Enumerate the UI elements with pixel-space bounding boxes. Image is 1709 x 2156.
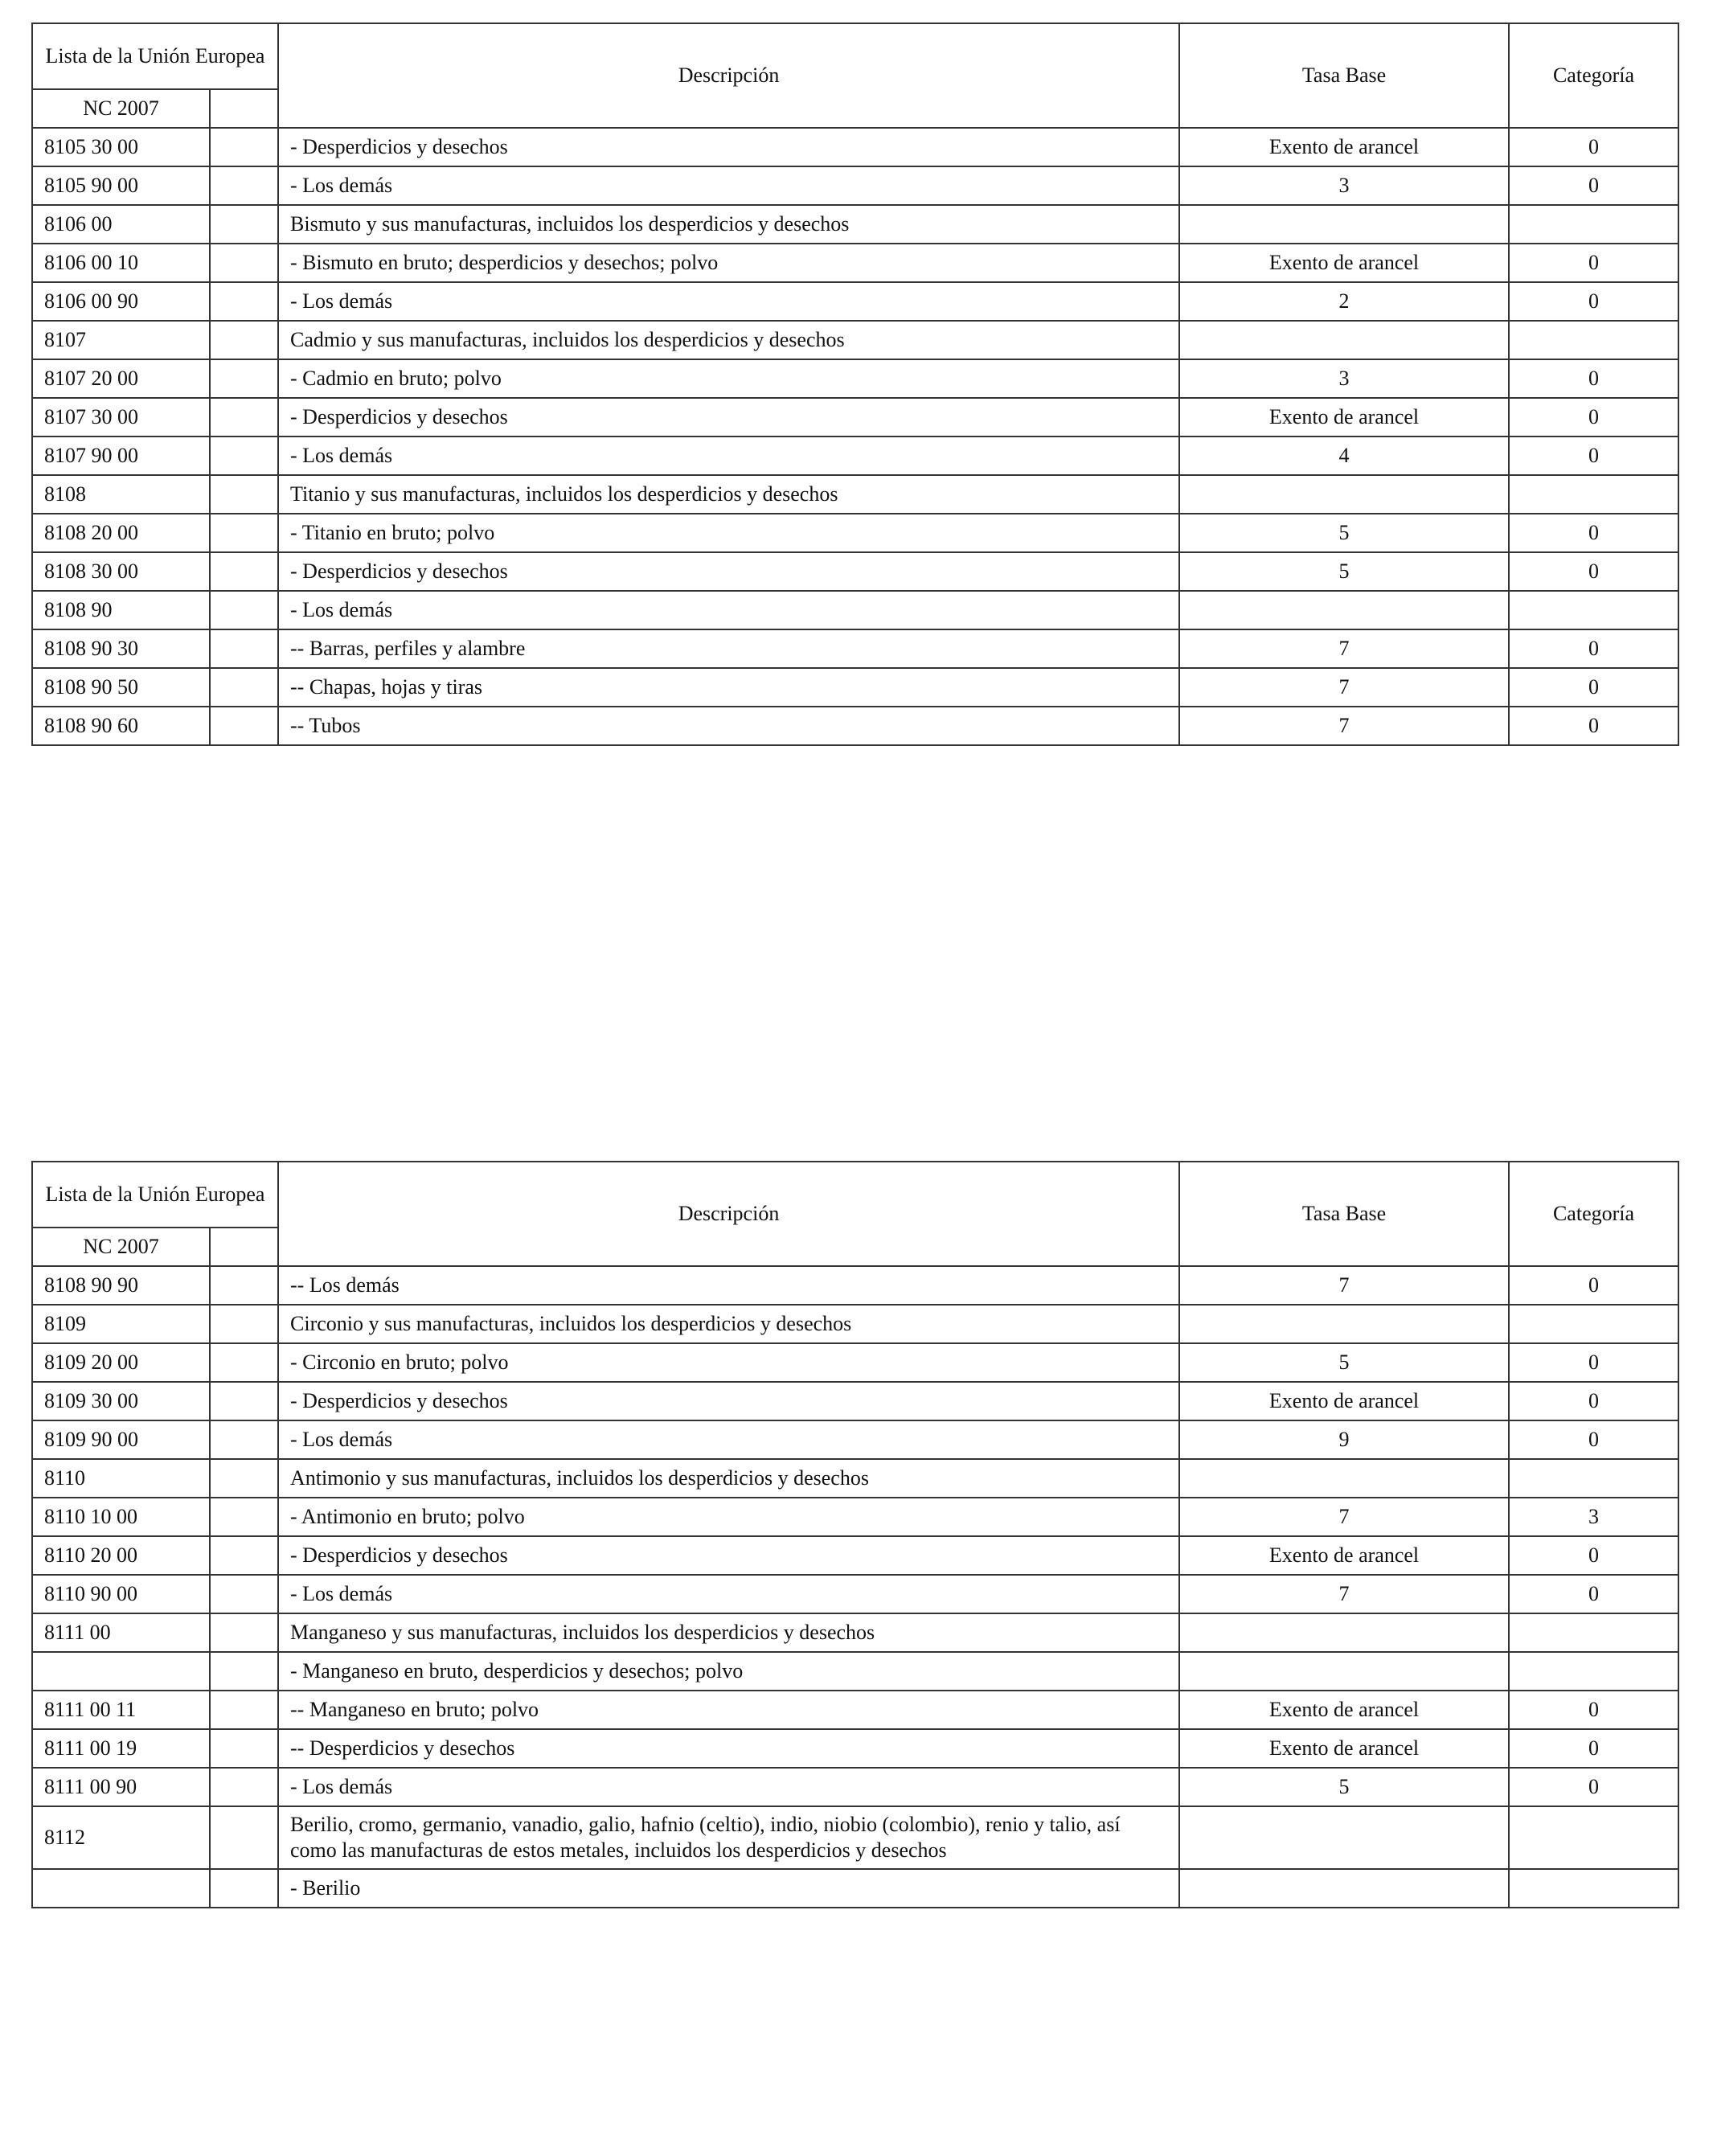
table-row [32,707,1678,745]
blank-cell [210,707,278,745]
base-rate-cell: 5 [1179,514,1509,552]
base-rate-cell: 5 [1179,552,1509,591]
base-rate-cell [1179,1652,1509,1691]
category-cell: 0 [1509,282,1678,321]
nc-code-cell: 8109 30 00 [32,1382,210,1420]
nc-code-cell: 8106 00 [32,205,210,244]
category-cell: 3 [1509,1498,1678,1536]
nc-code-cell: 8106 00 90 [32,282,210,321]
nc-code-cell: 8110 90 00 [32,1575,210,1613]
base-rate-cell: 2 [1179,282,1509,321]
nc-code-cell: 8111 00 19 [32,1729,210,1768]
blank-cell [210,282,278,321]
base-rate-cell: Exento de arancel [1179,1382,1509,1420]
category-cell [1509,1459,1678,1498]
category-cell [1509,1869,1678,1908]
header-category: Categoría [1509,1162,1678,1266]
nc-code-cell: 8105 90 00 [32,166,210,205]
blank-cell [210,668,278,707]
blank-cell [210,1768,278,1806]
base-rate-cell: Exento de arancel [1179,244,1509,282]
description-cell: Manganeso y sus manufacturas, incluidos los desperdicios y desechos [278,1613,1179,1652]
category-cell: 0 [1509,1729,1678,1768]
header-base-rate: Tasa Base [1179,1162,1509,1266]
blank-cell [210,1382,278,1420]
table-row [32,1613,1678,1652]
nc-code-cell: 8110 10 00 [32,1498,210,1536]
nc-code-cell: 8111 00 [32,1613,210,1652]
base-rate-cell [1179,205,1509,244]
category-cell: 0 [1509,1768,1678,1806]
blank-cell [210,1652,278,1691]
category-cell [1509,1652,1678,1691]
base-rate-cell: Exento de arancel [1179,398,1509,437]
description-cell: Berilio, cromo, germanio, vanadio, galio, hafnio (celtio), indio, niobio (colombio), renio y talio, así como las manufacturas de estos metales, incluidos los desperdicios y desechos [278,1806,1179,1869]
table-row [32,128,1678,166]
nc-code-cell: 8107 [32,321,210,359]
description-cell: - Bismuto en bruto; desperdicios y desechos; polvo [278,244,1179,282]
header-list-label: Lista de la Unión Europea [32,1162,278,1228]
table-row [32,1459,1678,1498]
description-cell: - Los demás [278,1575,1179,1613]
description-cell: -- Manganeso en bruto; polvo [278,1691,1179,1729]
category-cell: 0 [1509,437,1678,475]
nc-code-cell: 8111 00 90 [32,1768,210,1806]
blank-cell [210,629,278,668]
description-cell: - Circonio en bruto; polvo [278,1343,1179,1382]
category-cell: 0 [1509,1575,1678,1613]
header-description: Descripción [278,1162,1179,1266]
category-cell: 0 [1509,128,1678,166]
header-base-rate: Tasa Base [1179,23,1509,128]
table-body [32,1266,1678,1908]
table-row [32,437,1678,475]
nc-code-cell: 8109 20 00 [32,1343,210,1382]
tariff-table-2 [31,1161,1679,1908]
nc-code-cell: 8106 00 10 [32,244,210,282]
blank-cell [210,1869,278,1908]
blank-cell [210,514,278,552]
description-cell: - Los demás [278,282,1179,321]
header-description: Descripción [278,23,1179,128]
category-cell: 0 [1509,552,1678,591]
blank-cell [210,1575,278,1613]
base-rate-cell [1179,591,1509,629]
table-row [32,1498,1678,1536]
nc-code-cell: 8108 90 50 [32,668,210,707]
description-cell: - Titanio en bruto; polvo [278,514,1179,552]
base-rate-cell: Exento de arancel [1179,1536,1509,1575]
nc-code-cell: 8108 20 00 [32,514,210,552]
blank-cell [210,1691,278,1729]
table-row [32,475,1678,514]
category-cell: 0 [1509,629,1678,668]
category-cell: 0 [1509,1420,1678,1459]
category-cell: 0 [1509,398,1678,437]
description-cell: -- Desperdicios y desechos [278,1729,1179,1768]
base-rate-cell: 7 [1179,1575,1509,1613]
description-cell: Cadmio y sus manufacturas, incluidos los desperdicios y desechos [278,321,1179,359]
category-cell: 0 [1509,244,1678,282]
header-nc-2007: NC 2007 [32,89,210,128]
blank-cell [210,166,278,205]
blank-cell [210,591,278,629]
description-cell: - Antimonio en bruto; polvo [278,1498,1179,1536]
nc-code-cell: 8109 [32,1305,210,1343]
description-cell: - Berilio [278,1869,1179,1908]
header-nc-2007: NC 2007 [32,1228,210,1266]
blank-cell [210,475,278,514]
base-rate-cell [1179,1305,1509,1343]
description-cell: - Desperdicios y desechos [278,128,1179,166]
blank-cell [210,1613,278,1652]
nc-code-cell: 8108 90 30 [32,629,210,668]
base-rate-cell [1179,321,1509,359]
nc-code-cell: 8107 30 00 [32,398,210,437]
description-cell: -- Tubos [278,707,1179,745]
category-cell [1509,205,1678,244]
base-rate-cell [1179,1459,1509,1498]
description-cell: - Manganeso en bruto, desperdicios y desechos; polvo [278,1652,1179,1691]
category-cell [1509,475,1678,514]
table-row [32,552,1678,591]
table-row [32,668,1678,707]
description-cell: - Los demás [278,591,1179,629]
category-cell: 0 [1509,1266,1678,1305]
description-cell: -- Los demás [278,1266,1179,1305]
base-rate-cell: Exento de arancel [1179,128,1509,166]
table-row [32,282,1678,321]
nc-code-cell: 8111 00 11 [32,1691,210,1729]
category-cell [1509,1305,1678,1343]
category-cell: 0 [1509,1343,1678,1382]
description-cell: -- Chapas, hojas y tiras [278,668,1179,707]
table-row [32,1869,1678,1908]
category-cell: 0 [1509,707,1678,745]
nc-code-cell: 8108 90 60 [32,707,210,745]
nc-code-cell: 8112 [32,1806,210,1869]
description-cell: - Desperdicios y desechos [278,398,1179,437]
category-cell: 0 [1509,668,1678,707]
description-cell: Antimonio y sus manufacturas, incluidos los desperdicios y desechos [278,1459,1179,1498]
nc-code-cell: 8109 90 00 [32,1420,210,1459]
category-cell [1509,321,1678,359]
table-row [32,1382,1678,1420]
category-cell: 0 [1509,166,1678,205]
base-rate-cell [1179,1869,1509,1908]
base-rate-cell: 9 [1179,1420,1509,1459]
base-rate-cell: 5 [1179,1768,1509,1806]
header-category: Categoría [1509,23,1678,128]
nc-code-cell: 8108 90 90 [32,1266,210,1305]
table-row [32,1652,1678,1691]
table-row [32,1266,1678,1305]
table-row [32,205,1678,244]
category-cell [1509,591,1678,629]
header-blank-cell [210,89,278,128]
table-row [32,166,1678,205]
description-cell: Bismuto y sus manufacturas, incluidos los desperdicios y desechos [278,205,1179,244]
blank-cell [210,128,278,166]
category-cell: 0 [1509,359,1678,398]
table-row [32,1420,1678,1459]
blank-cell [210,1420,278,1459]
blank-cell [210,1343,278,1382]
description-cell: - Los demás [278,1768,1179,1806]
base-rate-cell: Exento de arancel [1179,1729,1509,1768]
base-rate-cell: 3 [1179,166,1509,205]
base-rate-cell: 7 [1179,707,1509,745]
description-cell: -- Barras, perfiles y alambre [278,629,1179,668]
table-row [32,321,1678,359]
base-rate-cell [1179,1613,1509,1652]
blank-cell [210,398,278,437]
category-cell: 0 [1509,1536,1678,1575]
base-rate-cell: 7 [1179,668,1509,707]
table-body [32,128,1678,745]
nc-code-cell: 8110 20 00 [32,1536,210,1575]
table-row [32,1768,1678,1806]
base-rate-cell: 7 [1179,629,1509,668]
blank-cell [210,1729,278,1768]
category-cell: 0 [1509,514,1678,552]
table-row [32,591,1678,629]
base-rate-cell: 5 [1179,1343,1509,1382]
category-cell [1509,1806,1678,1869]
description-cell: - Los demás [278,437,1179,475]
nc-code-cell: 8105 30 00 [32,128,210,166]
description-cell: Titanio y sus manufacturas, incluidos los desperdicios y desechos [278,475,1179,514]
nc-code-cell: 8108 30 00 [32,552,210,591]
description-cell: - Los demás [278,1420,1179,1459]
table-row [32,359,1678,398]
table-row [32,244,1678,282]
nc-code-cell [32,1652,210,1691]
blank-cell [210,1806,278,1869]
blank-cell [210,321,278,359]
base-rate-cell: 7 [1179,1498,1509,1536]
description-cell: - Desperdicios y desechos [278,1382,1179,1420]
base-rate-cell [1179,1806,1509,1869]
blank-cell [210,205,278,244]
blank-cell [210,1266,278,1305]
blank-cell [210,1498,278,1536]
base-rate-cell: 3 [1179,359,1509,398]
description-cell: - Desperdicios y desechos [278,1536,1179,1575]
category-cell: 0 [1509,1691,1678,1729]
nc-code-cell: 8107 20 00 [32,359,210,398]
blank-cell [210,1305,278,1343]
blank-cell [210,244,278,282]
table-row [32,1575,1678,1613]
blank-cell [210,552,278,591]
base-rate-cell: 7 [1179,1266,1509,1305]
blank-cell [210,1536,278,1575]
table-row [32,1536,1678,1575]
blank-cell [210,1459,278,1498]
nc-code-cell: 8107 90 00 [32,437,210,475]
table-row [32,1729,1678,1768]
category-cell [1509,1613,1678,1652]
header-list-label: Lista de la Unión Europea [32,23,278,89]
nc-code-cell [32,1869,210,1908]
description-cell: - Desperdicios y desechos [278,552,1179,591]
description-cell: - Los demás [278,166,1179,205]
blank-cell [210,359,278,398]
blank-cell [210,437,278,475]
table-row [32,514,1678,552]
table-row [32,1343,1678,1382]
category-cell: 0 [1509,1382,1678,1420]
tariff-table-1 [31,23,1679,746]
table-row [32,1305,1678,1343]
table-row [32,1806,1678,1869]
header-blank-cell [210,1228,278,1266]
nc-code-cell: 8108 [32,475,210,514]
nc-code-cell: 8108 90 [32,591,210,629]
base-rate-cell: Exento de arancel [1179,1691,1509,1729]
table-row [32,398,1678,437]
base-rate-cell [1179,475,1509,514]
base-rate-cell: 4 [1179,437,1509,475]
table-row [32,1691,1678,1729]
description-cell: - Cadmio en bruto; polvo [278,359,1179,398]
description-cell: Circonio y sus manufacturas, incluidos los desperdicios y desechos [278,1305,1179,1343]
nc-code-cell: 8110 [32,1459,210,1498]
table-row [32,629,1678,668]
